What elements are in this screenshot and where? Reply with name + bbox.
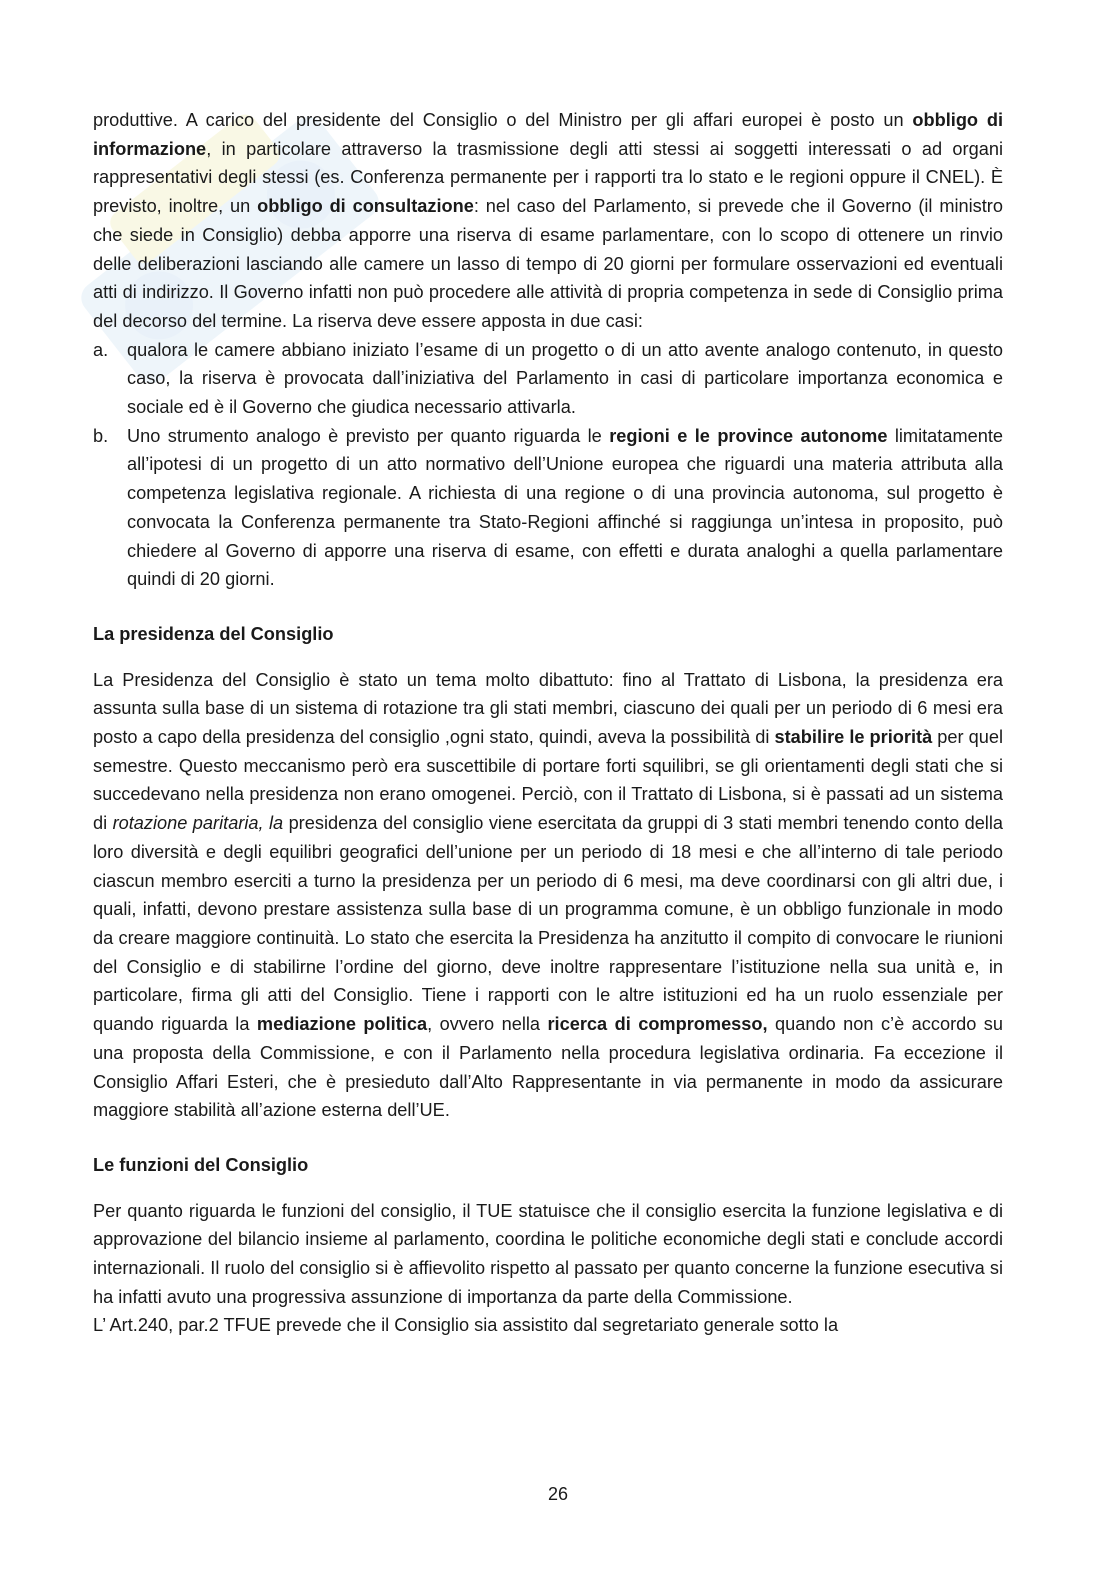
- text-run: L’ Art.240, par.2 TFUE prevede che il Consiglio sia assistito dal segretariato generale sotto la: [93, 1315, 839, 1336]
- list-item: [93, 422, 1003, 594]
- paragraph-art240: [93, 1311, 1003, 1340]
- heading-presidenza: La presidenza del Consiglio: [93, 623, 334, 644]
- italic-text: rotazione paritaria, la: [112, 813, 284, 834]
- text-run: limitatamente all’ipotesi di un progetto di un atto normativo dell’Unione europea che riguardi una materia attributa alla competenza legislativa regionale. A richiesta di una regione o di una provincia autonoma, sul progetto è convocata la Conferenza permanente tra Stato-Regioni affinché si raggiunga un’intesa in proposito, può chiedere al Governo di apporre una riserva di esame, con effetti e durata analoghi a quella parlamentare quindi di 20 giorni.: [127, 425, 1003, 590]
- list-marker: b.: [93, 425, 109, 446]
- text-run: qualora le camere abbiano iniziato l’esame di un progetto o di un atto avente analogo contenuto, in questo caso, la riserva è provocata dall’iniziativa del Parlamento in casi di particolare importanza economica e sociale ed è il Governo che giudica necessario attivarla.: [127, 339, 1003, 418]
- paragraph-funzioni: [93, 1197, 1003, 1312]
- reservation-cases-list: [93, 336, 1003, 594]
- bold-text: ricerca di compromesso,: [547, 1014, 768, 1035]
- heading-funzioni: Le funzioni del Consiglio: [93, 1154, 309, 1175]
- page-number: 26: [547, 1484, 569, 1504]
- paragraph-intro: [93, 106, 1003, 336]
- paragraph-presidenza: [93, 666, 1003, 1125]
- text-run: Per quanto riguarda le funzioni del consiglio, il TUE statuisce che il consiglio esercita la funzione legislativa e di approvazione del bilancio insieme al parlamento, coordina le politiche economiche degli stati e conclude accordi internazionali. Il ruolo del consiglio si è affievolito rispetto al passato per quanto concerne la funzione esecutiva si ha infatti avuto una progressiva assunzione di importanza da parte della Commissione.: [93, 1200, 1003, 1307]
- text-run: : nel caso del Parlamento, si prevede che il Governo (il ministro che siede in Consiglio) debba apporre una riserva di esame parlamentare, con lo scopo di ottenere un rinvio delle deliberazioni lasciando alle camere un lasso di tempo di 20 giorni per formulare osservazioni ed eventuali atti di indirizzo. Il Governo infatti non può procedere alle attività di propria competenza in sede di Consiglio prima del decorso del termine. La riserva deve essere apposta in due casi:: [93, 196, 1003, 331]
- bold-text: regioni e le province autonome: [609, 425, 888, 446]
- text-run: La Presidenza del Consiglio è stato un tema molto dibattuto: fino al Trattato di Lisbona, la presidenza era assunta sulla base di un sistema di rotazione tra gli stati membri, ciascuno dei quali per un periodo di 6 mesi era posto a capo della presidenza del consiglio ,ogni stato, quindi, aveva la possibilità di: [93, 669, 1003, 748]
- text-run: quando non c’è accordo su una proposta della Commissione, e con il Parlamento nella procedura legislativa ordinaria. Fa eccezione il Consiglio Affari Esteri, che è presieduto dall’Alto Rappresentante in via permanente in modo da assicurare maggiore stabilità all’azione esterna dell’UE.: [93, 1014, 1004, 1121]
- text-run: presidenza del consiglio viene esercitata da gruppi di 3 stati membri tenendo conto della loro diversità e degli equilibri geografici dell’unione per un periodo di 18 mesi e che all’interno di tale periodo ciascun membro eserciti a turno la presidenza per un periodo di 6 mesi, ma deve coordinarsi con gli altri due, i quali, infatti, devono prestare assistenza sulla base di un programma comune, è un obbligo funzionale in modo da creare maggiore continuità. Lo stato che esercita la Presidenza ha anzitutto il compito di convocare le riunioni del Consiglio e di stabilirne l’ordine del giorno, deve inoltre rappresentare l’istituzione nella sua unità e, in particolare, firma gli atti del Consiglio. Tiene i rapporti con le altre istituzioni ed ha un ruolo essenziale per quando riguarda la: [93, 813, 1004, 1035]
- list-item: [93, 336, 1003, 422]
- bold-text: mediazione politica: [256, 1014, 428, 1035]
- text-run: per quel semestre. Questo meccanismo però era suscettibile di portare forti squilibri, se gli orientamenti degli stati che si succedevano nella presidenza non erano omogenei. Perciò, con il Trattato di Lisbona, si è passati ad un sistema di: [93, 727, 1003, 834]
- bold-text: obbligo di consultazione: [257, 196, 474, 217]
- text-run: , in particolare attraverso la trasmissione degli atti stessi ai soggetti interessati o ad organi rappresentativi degli stessi (es. Conferenza permanente per i rapporti tra lo stato e le regioni oppure il CNEL). È previsto, inoltre, un: [93, 138, 1003, 217]
- text-run: produttive. A carico del presidente del Consiglio o del Ministro per gli affari europei è posto un: [93, 110, 913, 130]
- text-run: , ovvero nella: [427, 1014, 548, 1035]
- bold-text: stabilire le priorità: [774, 727, 933, 748]
- list-marker: a.: [93, 339, 109, 360]
- text-run: Uno strumento analogo è previsto per quanto riguarda le: [127, 425, 610, 446]
- document-page: [93, 106, 1003, 1340]
- bold-text: obbligo di informazione: [93, 110, 1003, 159]
